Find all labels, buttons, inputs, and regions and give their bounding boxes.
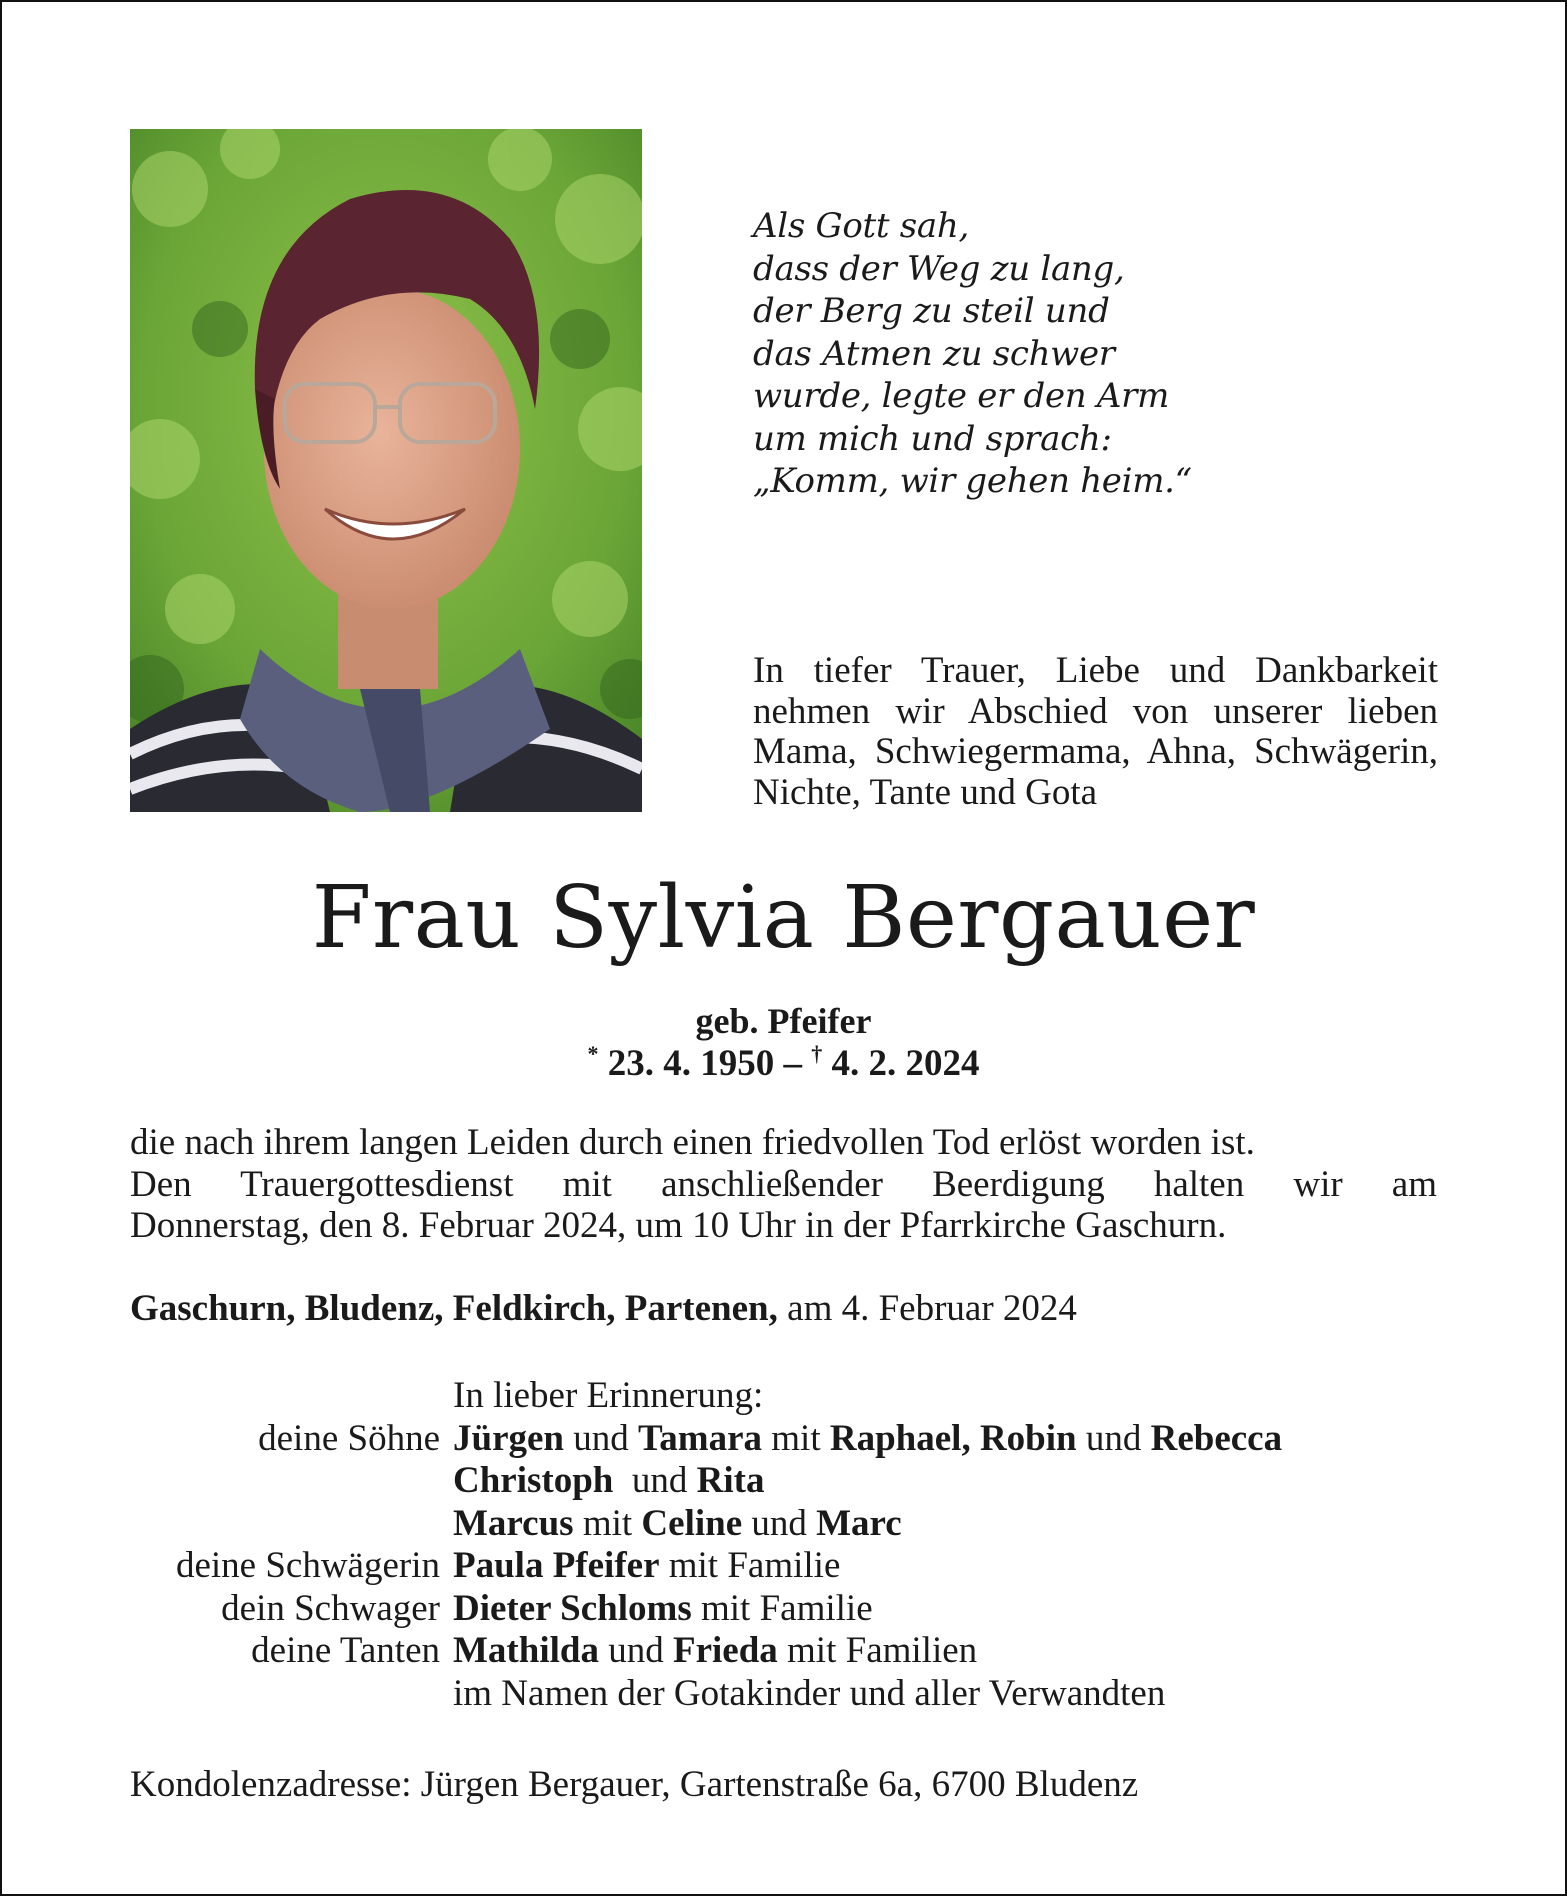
mourner-name: Rita [696,1460,765,1501]
birth-symbol: * [587,1041,599,1066]
mourner-name: Tamara [638,1417,763,1459]
funeral-notice [130,1122,1437,1247]
place-names: Gaschurn, Bludenz, Feldkirch, Partenen, [130,1288,778,1329]
poem-line: Als Gott sah, [753,206,969,246]
mourner-name: Marcus [453,1502,574,1544]
place-and-date [130,1288,1077,1330]
date-separator: – [774,1043,812,1084]
portrait-photo [130,129,642,812]
life-dates [0,1042,1567,1086]
mourner-name: Paula Pfeifer [453,1545,660,1586]
notice-line: Donnerstag, den 8. Februar 2024, um 10 Uhr in der Pfarrkirche Gaschurn. [130,1205,1227,1246]
mourner-name: Dieter Schloms [453,1587,692,1629]
poem [753,205,1313,503]
relation-label: deine Schwägerin [175,1545,440,1586]
poem-line: dass der Weg zu lang, [753,248,1125,289]
list-item [130,1375,1450,1418]
mourner-name: Celine [641,1502,743,1544]
condolence-address: Kondolenzadresse: Jürgen Bergauer, Gartenstraße 6a, 6700 Bludenz [130,1764,1139,1805]
notice-date: am 4. Februar 2024 [777,1288,1077,1329]
mourner-name: Christoph [453,1460,614,1501]
relation-label: deine Tanten [251,1630,440,1671]
mourners-heading: In lieber Erinnerung: [453,1375,764,1416]
list-item: deine Schwägerin Paula Pfeifer mit Familie [130,1545,1450,1588]
birth-name: geb. Pfeifer [695,1001,872,1041]
list-item: deine Tanten Mathilda und Frieda mit Familien [130,1630,1450,1673]
mourners-closing: im Namen der Gotakinder und aller Verwandten [453,1672,1166,1714]
relation-label: dein Schwager [221,1587,440,1629]
death-date: 4. 2. 2024 [831,1043,980,1084]
poem-line: „Komm, wir gehen heim.“ [753,461,1192,501]
list-item: Marcus mit Celine und Marc [453,1502,902,1544]
list-item: deine Söhne Jürgen und Tamara mit Raphael, Robin und Rebecca [130,1418,1450,1461]
mourner-name: Mathilda [453,1630,599,1671]
birth-date: 23. 4. 1950 [607,1043,775,1084]
relation-label: deine Söhne [258,1417,440,1459]
list-item: Christoph und Rita [453,1460,765,1501]
poem-line: wurde, legte er den Arm [753,376,1170,416]
mourner-name: Raphael, Robin [829,1417,1077,1459]
death-symbol: † [811,1041,823,1066]
deceased-name: Frau Sylvia Bergauer [311,868,1256,968]
mourner-name: Rebecca [1150,1417,1283,1459]
poem-line: der Berg zu steil und [753,291,1110,331]
list-item [130,1673,1450,1716]
mourner-name: Jürgen [453,1417,564,1459]
intro-paragraph: In tiefer Trauer, Liebe und Dankbarkeit nehmen wir Abschied von unserer lieben Mama, Schwiegermama, Ahna, Schwägerin, Nichte, Tante und Gota [753,650,1438,813]
notice-line: Den Trauergottesdienst mit anschließender Beerdigung halten wir am [130,1163,1437,1205]
mourner-name: Frieda [672,1630,778,1671]
list-item: dein Schwager Dieter Schloms mit Familie [130,1588,1450,1631]
mourner-name: Marc [816,1502,902,1544]
mourners-list [130,1375,1450,1715]
notice-line: die nach ihrem langen Leiden durch einen friedvollen Tod erlöst worden ist. [130,1122,1255,1163]
poem-line: um mich und sprach: [753,418,1112,459]
poem-line: das Atmen zu schwer [753,333,1115,374]
